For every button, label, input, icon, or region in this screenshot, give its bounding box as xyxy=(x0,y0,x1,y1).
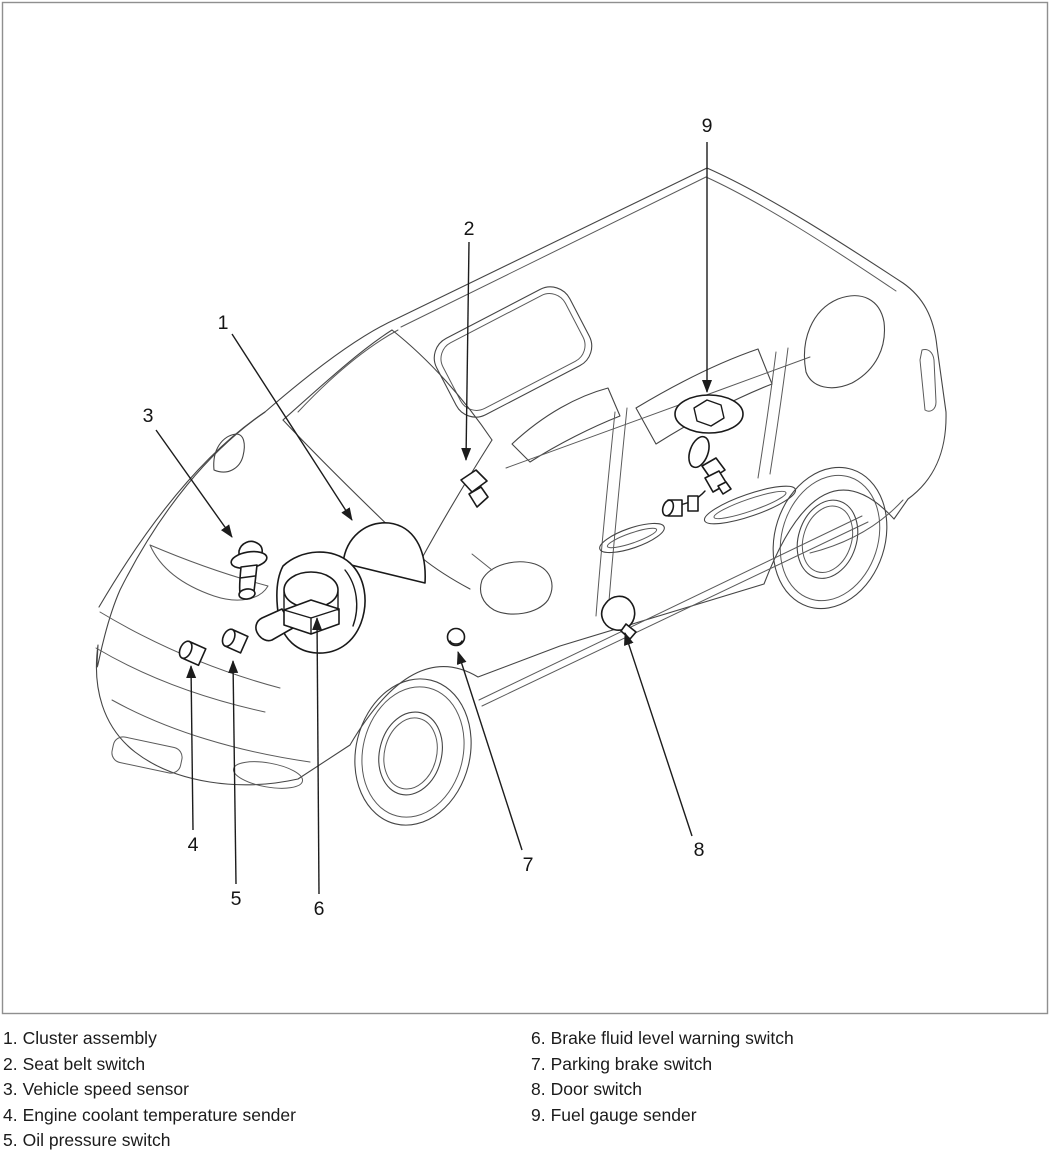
legend-item-3: 3. Vehicle speed sensor xyxy=(3,1079,189,1100)
legend-column-right xyxy=(531,1026,1046,1128)
component-parking-brake-switch xyxy=(448,629,465,646)
legend-column-left xyxy=(3,1026,523,1152)
legend-item-7: 7. Parking brake switch xyxy=(531,1053,713,1074)
callout-number-5: 5 xyxy=(230,888,242,910)
legend-item-9: 9. Fuel gauge sender xyxy=(531,1104,697,1125)
legend-item-4: 4. Engine coolant temperature sender xyxy=(3,1104,296,1125)
callout-number-8: 8 xyxy=(693,839,705,861)
legend-item-5: 5. Oil pressure switch xyxy=(3,1130,171,1151)
callout-number-3: 3 xyxy=(142,405,154,427)
callout-number-6: 6 xyxy=(313,898,325,920)
callout-number-7: 7 xyxy=(522,854,534,876)
legend-item-6: 6. Brake fluid level warning switch xyxy=(531,1028,794,1048)
legend-item-1: 1. Cluster assembly xyxy=(3,1028,157,1048)
callout-number-4: 4 xyxy=(187,834,199,856)
callout-number-9: 9 xyxy=(701,115,713,137)
callout-number-2: 2 xyxy=(463,218,475,240)
legend-item-8: 8. Door switch xyxy=(531,1079,643,1100)
callout-number-1: 1 xyxy=(217,312,229,334)
legend-item-2: 2. Seat belt switch xyxy=(3,1053,146,1074)
